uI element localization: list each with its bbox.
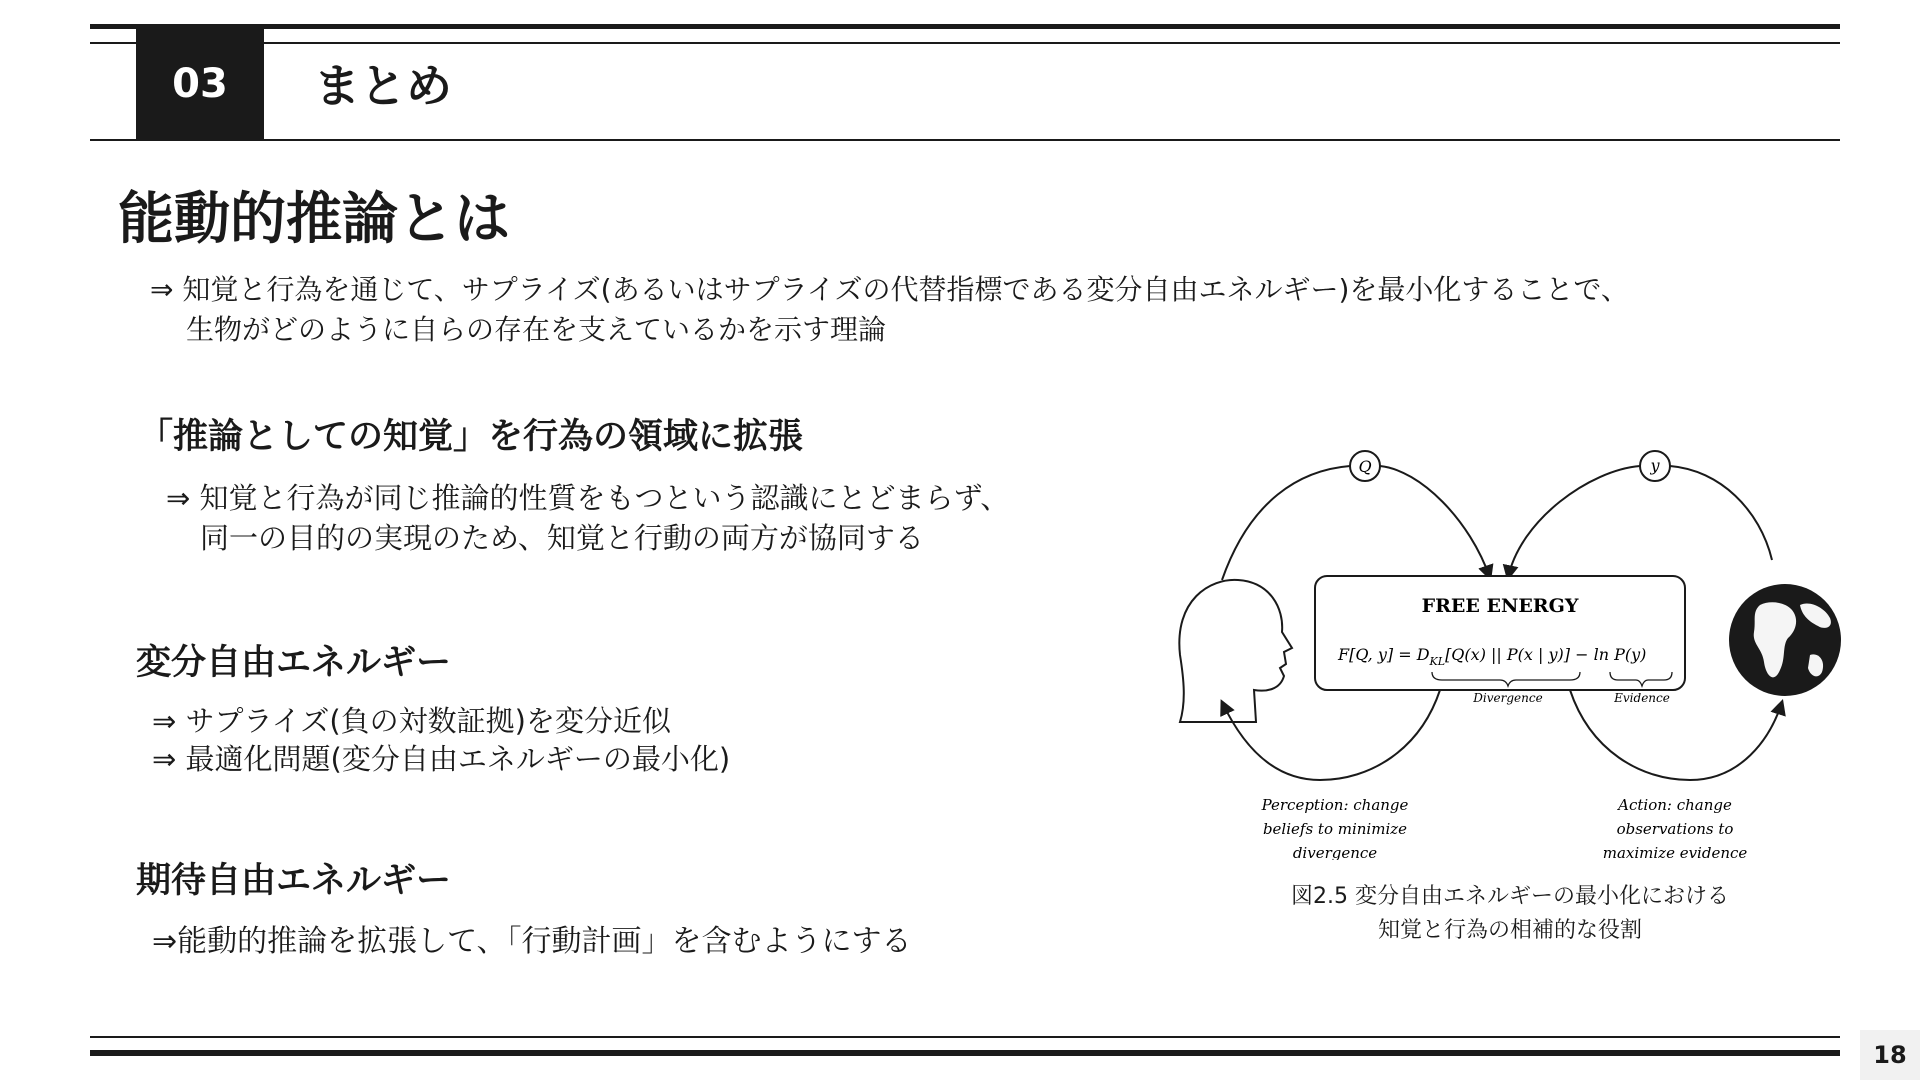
arc-q-left bbox=[1222, 466, 1350, 580]
equation-mid: [Q(x) || P(x | y)] − ln P(y) bbox=[1445, 645, 1647, 664]
perception-line: Perception: change bbox=[1261, 796, 1409, 814]
equation-sub: KL bbox=[1429, 655, 1446, 668]
section-line: ⇒ 最適化問題(変分自由エネルギーの最小化) bbox=[152, 742, 731, 776]
section-line: ⇒能動的推論を拡張して、「行動計画」を含むようにする bbox=[152, 924, 912, 959]
node-y-label: y bbox=[1650, 456, 1660, 475]
intro-text bbox=[150, 270, 1629, 350]
header-rule-thick bbox=[90, 24, 1840, 29]
equation-left: F[Q, y] = D bbox=[1338, 645, 1430, 664]
section-heading-vfe: 変分自由エネルギー bbox=[136, 643, 452, 683]
head-silhouette-icon bbox=[1179, 580, 1292, 722]
intro-line-1: ⇒ 知覚と行為を通じて、サプライズ(あるいはサプライズの代替指標である変分自由エネルギー)を最小化することで、 bbox=[150, 273, 1629, 306]
box-title: FREE ENERGY bbox=[1421, 595, 1579, 617]
main-heading: 能動的推論とは bbox=[118, 187, 510, 252]
section-line: 同一の目的の実現のため、知覚と行動の両方が協同する bbox=[200, 521, 924, 555]
section-line: ⇒ 知覚と行為が同じ推論的性質をもつという認識にとどまらず、 bbox=[166, 481, 1010, 515]
section-line: ⇒ サプライズ(負の対数証拠)を変分近似 bbox=[152, 704, 671, 738]
perception-line: divergence bbox=[1292, 844, 1378, 860]
figure-caption bbox=[1230, 880, 1790, 948]
free-energy-box bbox=[1315, 576, 1685, 690]
arc-y-left bbox=[1462, 466, 1510, 578]
footer-rule-thick bbox=[90, 1050, 1840, 1056]
page-number: 18 bbox=[1860, 1030, 1920, 1080]
globe-icon bbox=[1729, 584, 1841, 696]
arc-q-right bbox=[1380, 466, 1490, 578]
node-q-label: Q bbox=[1358, 457, 1372, 476]
footer-rule-thin bbox=[90, 1036, 1840, 1038]
caption-line-2: 知覚と行為の相補的な役割 bbox=[1377, 918, 1642, 943]
section-body-perception bbox=[166, 478, 1009, 558]
section-heading-perception: 「推論としての知覚」を行為の領域に拡張 bbox=[138, 417, 804, 457]
section-title: まとめ bbox=[314, 59, 452, 113]
intro-line-2: 生物がどのように自らの存在を支えているかを示す理論 bbox=[186, 313, 887, 346]
arc-action bbox=[1570, 690, 1782, 780]
perception-label bbox=[1261, 796, 1409, 860]
divergence-label: Divergence bbox=[1473, 691, 1543, 705]
section-number: 03 bbox=[136, 28, 264, 140]
perception-line: beliefs to minimize bbox=[1262, 820, 1408, 838]
action-line: Action: change bbox=[1618, 796, 1732, 814]
action-label bbox=[1603, 796, 1748, 860]
header-rule-bottom bbox=[90, 139, 1840, 141]
caption-line-1: 図2.5 変分自由エネルギーの最小化における bbox=[1291, 884, 1729, 909]
action-line: observations to bbox=[1616, 820, 1734, 838]
evidence-label: Evidence bbox=[1614, 691, 1670, 705]
arc-y-right bbox=[1670, 466, 1772, 560]
action-line: maximize evidence bbox=[1602, 844, 1748, 860]
header-rule-thin bbox=[90, 42, 1840, 44]
section-heading-efe: 期待自由エネルギー bbox=[136, 861, 452, 901]
free-energy-figure bbox=[1170, 440, 1850, 860]
section-body-efe bbox=[152, 922, 912, 962]
section-body-vfe bbox=[152, 702, 730, 778]
arc-y-left-visible bbox=[1508, 466, 1640, 578]
